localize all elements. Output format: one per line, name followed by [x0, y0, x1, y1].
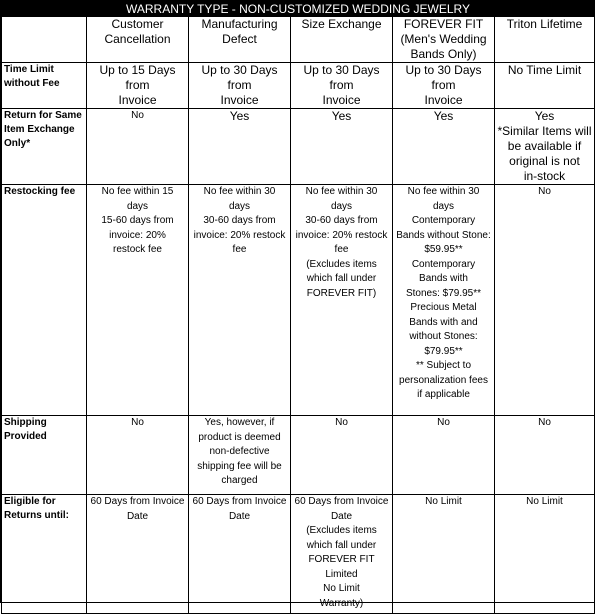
- cell-text-line: Customer: [111, 17, 164, 31]
- table-cell: [495, 109, 595, 185]
- cell-text-line: in-stock: [523, 169, 566, 183]
- table-cell: [87, 185, 189, 416]
- cell-text-line: Date: [228, 510, 251, 522]
- cell-text-line: if applicable: [417, 389, 470, 400]
- cell-text-line: No: [335, 417, 348, 428]
- cell-text-line: days: [228, 200, 251, 212]
- table-row: [2, 495, 595, 614]
- cell-text-line: 15-60 days from: [101, 215, 174, 226]
- table-cell: [291, 416, 393, 495]
- cell-text-line: Stones: $79.95**: [405, 287, 482, 299]
- cell-text-line: Eligible for: [4, 496, 56, 507]
- column-header: [87, 17, 189, 63]
- cell-text-line: Warranty): [319, 597, 364, 609]
- table-cell: [291, 109, 393, 185]
- row-label: [2, 109, 87, 185]
- cell-text-line: No Time Limit: [507, 63, 582, 77]
- cell-text-line: Defect: [222, 32, 257, 46]
- cell-text-line: Up to 30 Days from: [405, 63, 482, 92]
- cell-text-line: 60 Days from Invoice: [192, 496, 287, 507]
- cell-text-line: Yes: [534, 109, 555, 123]
- column-header: [495, 17, 595, 63]
- cell-text-line: No Limit: [526, 496, 563, 507]
- cell-text-line: (Excludes items: [306, 525, 377, 536]
- cell-text-line: Triton Lifetime: [506, 17, 583, 31]
- cell-text-line: Limited: [325, 568, 358, 580]
- table-cell: [189, 63, 291, 109]
- cell-text-line: restock fee: [113, 244, 162, 255]
- column-header: [189, 17, 291, 63]
- cell-text-line: charged: [221, 475, 258, 486]
- table-cell: [189, 185, 291, 416]
- cell-text-line: ** Subject to: [415, 360, 472, 371]
- cell-text-line: Contemporary: [411, 258, 476, 270]
- table-cell: [291, 495, 393, 614]
- table-cell: [189, 109, 291, 185]
- cell-text-line: Precious Metal: [410, 302, 477, 313]
- cell-text-line: 60 Days from Invoice: [294, 496, 389, 507]
- cell-text-line: Bands without Stone:: [396, 229, 491, 241]
- cell-text-line: FOREVER FIT): [306, 287, 377, 299]
- cell-text-line: non-defective: [209, 446, 270, 457]
- table-cell: [393, 185, 495, 416]
- cell-text-line: $79.95**: [424, 345, 463, 357]
- cell-text-line: without Stones:: [409, 331, 478, 342]
- table-row: [2, 185, 595, 416]
- cell-text-line: which fall under: [306, 273, 377, 284]
- header-row: [2, 17, 595, 63]
- column-header: [291, 17, 393, 63]
- cell-text-line: Item Exchange: [4, 124, 75, 135]
- row-label: [2, 495, 87, 614]
- cell-text-line: shipping fee will be: [197, 460, 282, 472]
- cell-text-line: days: [126, 200, 149, 212]
- table-cell: [495, 416, 595, 495]
- cell-text-line: No: [437, 417, 450, 428]
- table-cell: [189, 416, 291, 495]
- cell-text-line: fee: [334, 244, 349, 255]
- cell-text-line: Provided: [4, 431, 47, 442]
- cell-text-line: Up to 30 Days from: [303, 63, 380, 92]
- table-cell: [393, 109, 495, 185]
- cell-text-line: No Limit: [323, 583, 360, 594]
- cell-text-line: Yes: [229, 109, 250, 123]
- cell-text-line: Cancellation: [104, 32, 171, 46]
- cell-text-line: No fee within 30: [203, 186, 276, 197]
- cell-text-line: Up to 15 Days from: [99, 63, 176, 92]
- cell-text-line: No fee within 15: [101, 186, 174, 197]
- table-cell: [393, 495, 495, 614]
- cell-text-line: days: [432, 200, 455, 212]
- table-cell: [291, 63, 393, 109]
- cell-text-line: be available if: [507, 139, 582, 153]
- cell-text-line: which fall under: [306, 539, 377, 551]
- table-title: WARRANTY TYPE - NON-CUSTOMIZED WEDDING JEWELRY: [2, 2, 595, 17]
- column-header: [393, 17, 495, 63]
- cell-text-line: Date: [126, 510, 149, 522]
- cell-text-line: Invoice: [322, 93, 361, 107]
- cell-text-line: No: [538, 417, 551, 428]
- cell-text-line: days: [330, 200, 353, 212]
- cell-text-line: Invoice: [424, 93, 463, 107]
- cell-text-line: No Limit: [425, 496, 462, 507]
- row-label: [2, 185, 87, 416]
- table-cell: [495, 495, 595, 614]
- cell-text-line: No: [131, 417, 144, 428]
- cell-text-line: $59.95**: [424, 244, 463, 255]
- cell-text-line: Invoice: [220, 93, 259, 107]
- cell-text-line: No: [538, 186, 551, 197]
- table-cell: [87, 109, 189, 185]
- cell-text-line: original is not: [509, 154, 580, 168]
- cell-text-line: FOREVER FIT: [308, 554, 375, 565]
- table-cell: [393, 416, 495, 495]
- cell-text-line: No: [131, 110, 144, 121]
- cell-text-line: invoice: 20% restock: [193, 229, 286, 241]
- cell-text-line: personalization fees: [399, 374, 488, 386]
- cell-text-line: Only*: [4, 138, 31, 149]
- table-row: [2, 416, 595, 495]
- cell-text-line: Bands with: [419, 273, 468, 284]
- cell-text-line: Yes: [433, 109, 454, 123]
- title-row: [2, 2, 595, 17]
- row-label: [2, 63, 87, 109]
- cell-text-line: invoice: 20%: [109, 229, 166, 241]
- cell-text-line: Yes, however, if: [204, 417, 275, 428]
- cell-text-line: *Similar Items will: [497, 124, 592, 138]
- table-cell: [495, 185, 595, 416]
- cell-text-line: Size Exchange: [301, 17, 382, 31]
- cell-text-line: (Men's Wedding: [400, 32, 487, 46]
- cell-text-line: product is deemed: [198, 431, 281, 443]
- header-corner: [2, 17, 87, 63]
- cell-text-line: No fee within 30: [305, 186, 378, 197]
- cell-text-line: Bands with and: [409, 316, 478, 328]
- cell-text-line: Date: [330, 510, 353, 522]
- cell-text-line: Bands Only): [410, 47, 477, 61]
- table-cell: [393, 63, 495, 109]
- cell-text-line: Returns until:: [4, 510, 69, 521]
- table-cell: [189, 495, 291, 614]
- cell-text-line: invoice: 20% restock: [295, 229, 388, 241]
- cell-text-line: Manufacturing: [201, 17, 278, 31]
- row-label: [2, 416, 87, 495]
- table-cell: [495, 63, 595, 109]
- cell-text-line: Invoice: [118, 93, 157, 107]
- cell-text-line: 60 Days from Invoice: [90, 496, 185, 507]
- table-row: [2, 109, 595, 185]
- cell-text-line: Time Limit: [4, 64, 54, 75]
- cell-text-line: No fee within 30: [407, 186, 480, 197]
- table-cell: [87, 416, 189, 495]
- cell-text-line: Shipping: [4, 417, 47, 428]
- table-cell: [87, 63, 189, 109]
- table-cell: [291, 185, 393, 416]
- table-cell: [87, 495, 189, 614]
- cell-text-line: Yes: [331, 109, 352, 123]
- cell-text-line: 30-60 days from: [203, 215, 276, 226]
- cell-text-line: FOREVER FIT: [403, 17, 484, 31]
- cell-text-line: fee: [232, 244, 247, 255]
- table-row: [2, 63, 595, 109]
- cell-text-line: Restocking fee: [4, 186, 76, 197]
- cell-text-line: without Fee: [4, 78, 60, 89]
- cell-text-line: Return for Same: [4, 110, 82, 121]
- cell-text-line: 30-60 days from: [305, 215, 378, 226]
- cell-text-line: (Excludes items: [306, 258, 377, 270]
- cell-text-line: Up to 30 Days from: [201, 63, 278, 92]
- cell-text-line: Contemporary: [411, 215, 476, 226]
- warranty-table: [1, 1, 595, 614]
